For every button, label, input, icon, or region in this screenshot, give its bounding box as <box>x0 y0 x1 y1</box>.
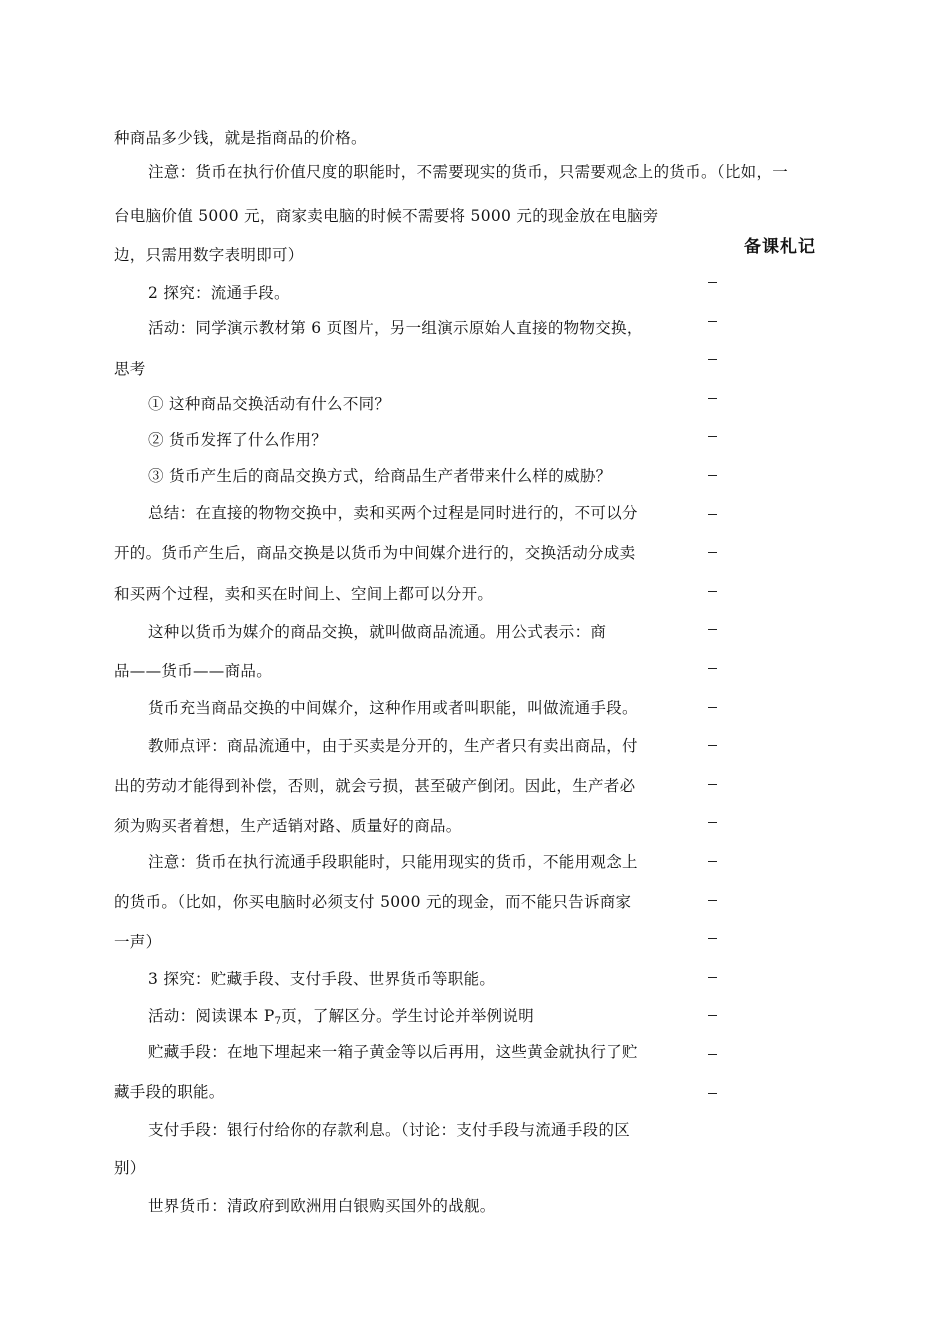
text-line: 须为购买者着想，生产适销对路、质量好的商品。 <box>114 817 462 835</box>
text-line: 出的劳动才能得到补偿，否则，就会亏损，甚至破产倒闭。因此，生产者必 <box>114 777 636 795</box>
notes-dash <box>708 398 717 399</box>
notes-dash <box>708 552 717 553</box>
text-line: 一声） <box>114 933 162 951</box>
notes-dash <box>708 1093 717 1094</box>
text-line: ③ 货币产生后的商品交换方式，给商品生产者带来什么样的威胁？ <box>148 467 612 485</box>
subscript: 7 <box>274 1016 282 1027</box>
notes-dash <box>708 668 717 669</box>
text-line: 别） <box>114 1159 146 1177</box>
text-line: 藏手段的职能。 <box>114 1083 225 1101</box>
notes-dash <box>708 514 717 515</box>
text-line: 注意：货币在执行价值尺度的职能时，不需要现实的货币，只需要观念上的货币。（比如，一 <box>148 163 789 181</box>
notes-dash <box>708 321 717 322</box>
text-line: 世界货币：清政府到欧洲用白银购买国外的战舰。 <box>148 1197 496 1215</box>
text-line: 开的。货币产生后，商品交换是以货币为中间媒介进行的，交换活动分成卖 <box>114 544 636 562</box>
text-line: 贮藏手段：在地下埋起来一箱子黄金等以后再用，这些黄金就执行了贮 <box>148 1043 638 1061</box>
text-line: 教师点评：商品流通中，由于买卖是分开的，生产者只有卖出商品，付 <box>148 737 638 755</box>
notes-dash <box>708 707 717 708</box>
text-segment: 活动：阅读课本 P <box>148 1007 275 1025</box>
text-line: 这种以货币为媒介的商品交换，就叫做商品流通。用公式表示：商 <box>148 623 607 641</box>
notes-dash <box>708 861 717 862</box>
notes-dash <box>708 900 717 901</box>
notes-dash <box>708 784 717 785</box>
notes-dash <box>708 359 717 360</box>
notes-dash <box>708 629 717 630</box>
text-line: 边，只需用数字表明即可） <box>114 246 304 264</box>
text-line: 和买两个过程，卖和买在时间上、空间上都可以分开。 <box>114 585 494 603</box>
notes-dash <box>708 977 717 978</box>
text-line: 支付手段：银行付给你的存款利息。（讨论：支付手段与流通手段的区 <box>148 1121 631 1139</box>
text-line: ① 这种商品交换活动有什么不同？ <box>148 395 391 413</box>
notes-dash <box>708 1054 717 1055</box>
text-line: 品——货币——商品。 <box>114 662 273 680</box>
text-line: 2 探究：流通手段。 <box>148 284 290 302</box>
text-line: 总结：在直接的物物交换中，卖和买两个过程是同时进行的，不可以分 <box>148 504 638 522</box>
notes-dash <box>708 436 717 437</box>
notes-dash <box>708 822 717 823</box>
text-line: 台电脑价值 5000 元，商家卖电脑的时候不需要将 5000 元的现金放在电脑旁 <box>114 207 659 225</box>
notes-dash <box>708 282 717 283</box>
text-line: 活动：同学演示教材第 6 页图片，另一组演示原始人直接的物物交换， <box>148 319 643 337</box>
notes-dash <box>708 938 717 939</box>
text-line: 思考 <box>114 360 146 378</box>
text-line <box>148 1006 534 1032</box>
text-line: 货币充当商品交换的中间媒介，这种作用或者叫职能，叫做流通手段。 <box>148 699 638 717</box>
text-segment: 页，了解区分。学生讨论并举例说明 <box>281 1007 535 1025</box>
text-line: 注意：货币在执行流通手段职能时，只能用现实的货币，不能用观念上 <box>148 853 638 871</box>
text-line: 3 探究：贮藏手段、支付手段、世界货币等职能。 <box>148 970 496 988</box>
notes-title: 备课札记 <box>744 237 816 257</box>
text-line: 种商品多少钱，就是指商品的价格。 <box>114 129 367 147</box>
notes-dash <box>708 591 717 592</box>
text-line: ② 货币发挥了什么作用？ <box>148 431 328 449</box>
text-line: 的货币。（比如，你买电脑时必须支付 5000 元的现金，而不能只告诉商家 <box>114 893 632 911</box>
notes-dash <box>708 1015 717 1016</box>
notes-dash <box>708 745 717 746</box>
notes-dash <box>708 475 717 476</box>
